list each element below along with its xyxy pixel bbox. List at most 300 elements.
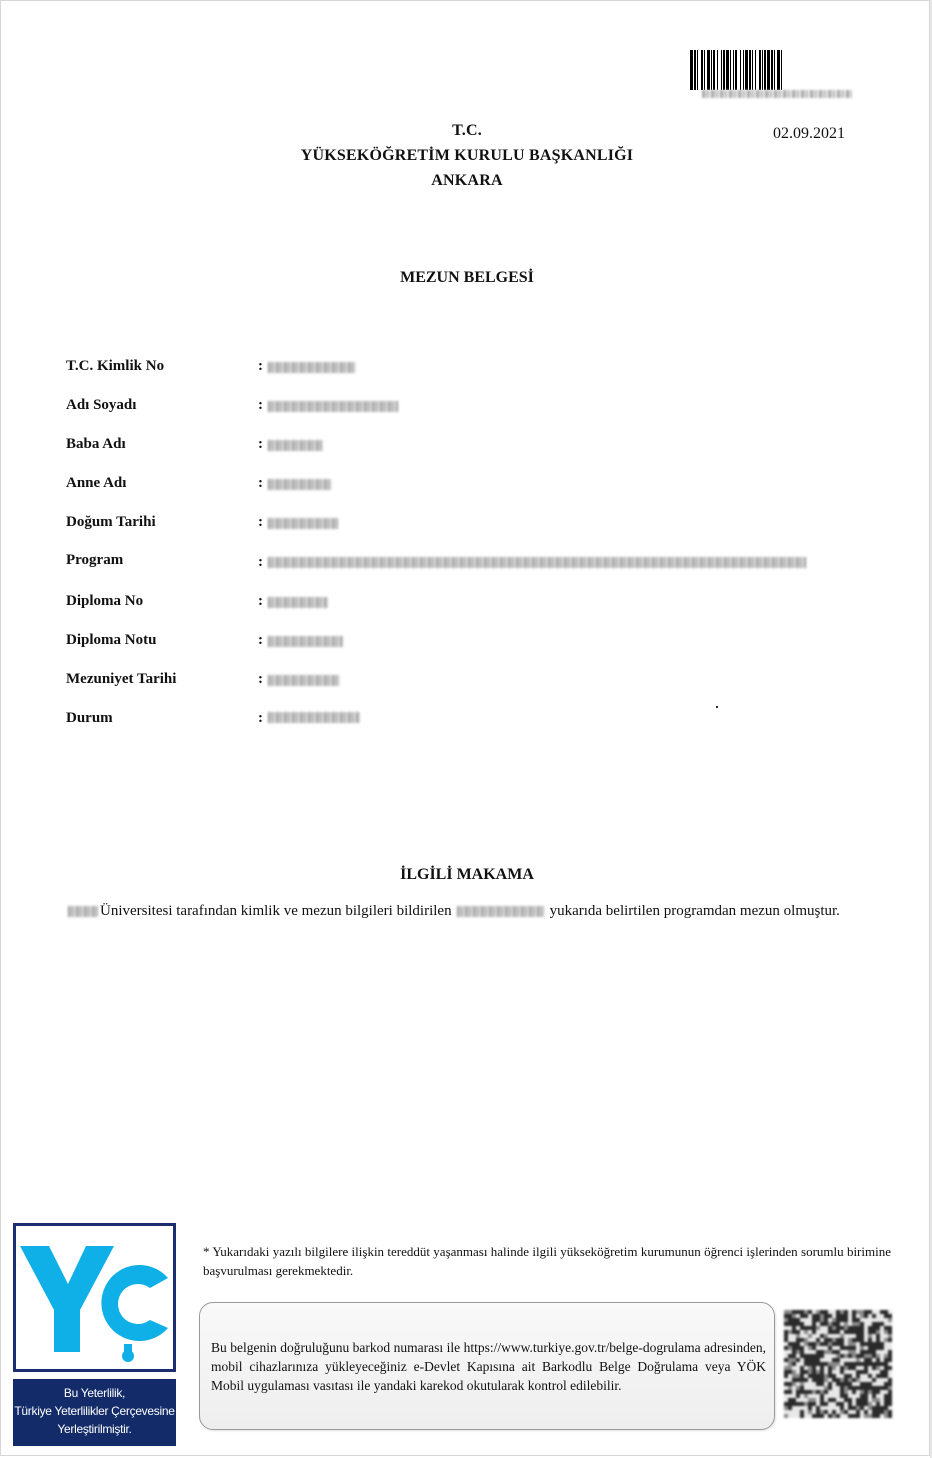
qr-module (812, 1410, 816, 1414)
qr-module (888, 1354, 892, 1358)
qr-module (888, 1378, 892, 1382)
qr-module (876, 1390, 880, 1394)
qr-module (788, 1398, 792, 1402)
qr-module (836, 1330, 840, 1334)
field-label-mezuniyet-tarihi: Mezuniyet Tarihi (66, 671, 177, 687)
qr-module (828, 1338, 832, 1342)
qr-module (888, 1414, 892, 1418)
qr-module (888, 1398, 892, 1402)
qr-module (816, 1374, 820, 1378)
qr-module (868, 1410, 872, 1414)
qr-module (872, 1390, 876, 1394)
qr-module (784, 1378, 788, 1382)
qr-module (824, 1390, 828, 1394)
qr-module (792, 1414, 796, 1418)
qr-module (832, 1346, 836, 1350)
qr-module (876, 1354, 880, 1358)
qr-module (840, 1354, 844, 1358)
qr-module (848, 1326, 852, 1330)
qr-module (828, 1374, 832, 1378)
qr-module (884, 1330, 888, 1334)
qr-module (872, 1378, 876, 1382)
qr-module (860, 1350, 864, 1354)
stray-dot (716, 706, 718, 708)
qr-module (816, 1330, 820, 1334)
qr-module (848, 1354, 852, 1358)
qr-module (832, 1366, 836, 1370)
qr-module (884, 1346, 888, 1350)
qr-module (836, 1314, 840, 1318)
qr-module (816, 1322, 820, 1326)
qr-module (796, 1338, 800, 1342)
qr-module (832, 1398, 836, 1402)
qr-module (844, 1382, 848, 1386)
qr-module (824, 1334, 828, 1338)
qr-module (840, 1382, 844, 1386)
qr-module (836, 1370, 840, 1374)
qr-module (820, 1314, 824, 1318)
qr-module (800, 1406, 804, 1410)
qr-module (872, 1334, 876, 1338)
qr-module (792, 1334, 796, 1338)
qr-module (860, 1338, 864, 1342)
qr-module (828, 1354, 832, 1358)
qr-module (852, 1334, 856, 1338)
field-label-baba-adi: Baba Adı (66, 436, 126, 452)
qr-module (816, 1402, 820, 1406)
qr-module (804, 1314, 808, 1318)
qr-module (860, 1334, 864, 1338)
qr-module (808, 1398, 812, 1402)
qr-module (856, 1334, 860, 1338)
qr-module (828, 1410, 832, 1414)
qr-module (880, 1338, 884, 1342)
qr-module (788, 1310, 792, 1314)
qr-module (864, 1314, 868, 1318)
qr-module (836, 1362, 840, 1366)
qr-module (804, 1310, 808, 1314)
qr-module (884, 1414, 888, 1418)
qr-module (852, 1386, 856, 1390)
qr-module (848, 1394, 852, 1398)
qr-module (808, 1366, 812, 1370)
qr-module (848, 1314, 852, 1318)
qr-module (844, 1390, 848, 1394)
qr-module (832, 1402, 836, 1406)
qr-module (828, 1310, 832, 1314)
qr-module (820, 1322, 824, 1326)
qr-module (812, 1406, 816, 1410)
qr-module (784, 1330, 788, 1334)
qr-module (852, 1410, 856, 1414)
redacted-name (457, 906, 545, 917)
qr-module (792, 1342, 796, 1346)
qr-module (804, 1410, 808, 1414)
qr-module (836, 1374, 840, 1378)
qr-module (880, 1342, 884, 1346)
qr-module (852, 1390, 856, 1394)
qr-module (824, 1402, 828, 1406)
qr-module (840, 1326, 844, 1330)
qr-module (784, 1410, 788, 1414)
qr-module (852, 1398, 856, 1402)
redacted-value (268, 712, 360, 723)
tyc-caption-line-1: Bu Yeterlilik, (63, 1386, 126, 1400)
field-colon: : (258, 710, 263, 726)
qr-module (872, 1350, 876, 1354)
qr-module (792, 1338, 796, 1342)
qr-module (848, 1398, 852, 1402)
qr-module (824, 1326, 828, 1330)
qr-module (796, 1382, 800, 1386)
qr-module (860, 1402, 864, 1406)
qr-module (832, 1358, 836, 1362)
qr-module (816, 1366, 820, 1370)
field-colon: : (258, 358, 263, 374)
qr-module (888, 1310, 892, 1314)
qr-module (868, 1362, 872, 1366)
qr-module (880, 1346, 884, 1350)
qr-module (848, 1390, 852, 1394)
qr-module (860, 1382, 864, 1386)
qr-module (864, 1334, 868, 1338)
qr-module (808, 1406, 812, 1410)
field-colon: : (258, 632, 263, 648)
qr-module (784, 1322, 788, 1326)
qr-module (816, 1398, 820, 1402)
qr-module (804, 1386, 808, 1390)
qr-module (856, 1374, 860, 1378)
qr-module (812, 1390, 816, 1394)
qr-module (864, 1358, 868, 1362)
qr-module (832, 1338, 836, 1342)
qr-module (836, 1342, 840, 1346)
qr-module (852, 1366, 856, 1370)
qr-module (888, 1366, 892, 1370)
qr-module (812, 1342, 816, 1346)
qr-module (876, 1402, 880, 1406)
qr-module (876, 1310, 880, 1314)
qr-module (876, 1322, 880, 1326)
qr-module (880, 1406, 884, 1410)
qr-module (888, 1318, 892, 1322)
qr-module (808, 1378, 812, 1382)
qr-module (884, 1310, 888, 1314)
qr-module (852, 1370, 856, 1374)
qr-module (784, 1334, 788, 1338)
qr-module (816, 1310, 820, 1314)
barcode (690, 50, 864, 90)
qr-module (812, 1334, 816, 1338)
qr-module (820, 1414, 824, 1418)
qr-module (848, 1350, 852, 1354)
qr-module (840, 1346, 844, 1350)
qr-module (824, 1314, 828, 1318)
qr-module (812, 1310, 816, 1314)
qr-module (844, 1326, 848, 1330)
qr-module (828, 1342, 832, 1346)
qr-module (784, 1350, 788, 1354)
qr-module (856, 1414, 860, 1418)
qr-module (836, 1386, 840, 1390)
qr-module (820, 1390, 824, 1394)
qr-module (804, 1370, 808, 1374)
qr-module (808, 1338, 812, 1342)
qr-module (804, 1398, 808, 1402)
qr-module (788, 1346, 792, 1350)
qr-module (868, 1314, 872, 1318)
field-label-program: Program (66, 552, 124, 568)
qr-module (800, 1410, 804, 1414)
qr-module (784, 1338, 788, 1342)
qr-module (812, 1326, 816, 1330)
qr-module (832, 1362, 836, 1366)
qr-module (828, 1378, 832, 1382)
qr-module (884, 1318, 888, 1322)
qr-module (864, 1394, 868, 1398)
qr-module (808, 1346, 812, 1350)
qr-module (796, 1406, 800, 1410)
qr-module (880, 1330, 884, 1334)
qr-module (876, 1406, 880, 1410)
footnote: * Yukarıdaki yazılı bilgilere ilişkin tereddüt yaşanması halinde ilgili yükseköğretim kurumunun öğrenci işlerinden sorumlu birimine başvurulması gerekmektedir. (203, 1244, 891, 1278)
qr-module (880, 1354, 884, 1358)
qr-module (868, 1398, 872, 1402)
qr-module (836, 1358, 840, 1362)
qr-module (792, 1378, 796, 1382)
qr-module (868, 1414, 872, 1418)
qr-module (792, 1390, 796, 1394)
qr-module (864, 1322, 868, 1326)
qr-module (824, 1354, 828, 1358)
qr-module (828, 1322, 832, 1326)
qr-module (832, 1406, 836, 1410)
qr-module (888, 1350, 892, 1354)
qr-module (828, 1314, 832, 1318)
qr-module (884, 1326, 888, 1330)
qr-module (812, 1350, 816, 1354)
qr-module (832, 1394, 836, 1398)
qr-module (796, 1378, 800, 1382)
qr-module (852, 1406, 856, 1410)
qr-module (812, 1382, 816, 1386)
qr-module (844, 1394, 848, 1398)
qr-module (812, 1394, 816, 1398)
qr-module (784, 1362, 788, 1366)
qr-module (796, 1342, 800, 1346)
qr-module (860, 1310, 864, 1314)
qr-module (824, 1358, 828, 1362)
qr-module (856, 1318, 860, 1322)
qr-module (884, 1322, 888, 1326)
qr-module (864, 1378, 868, 1382)
qr-module (796, 1330, 800, 1334)
qr-module (812, 1402, 816, 1406)
qr-module (820, 1338, 824, 1342)
qr-module (848, 1406, 852, 1410)
qr-module (796, 1370, 800, 1374)
qr-module (828, 1350, 832, 1354)
qr-module (872, 1366, 876, 1370)
qr-module (888, 1370, 892, 1374)
qr-module (888, 1410, 892, 1414)
qr-module (812, 1338, 816, 1342)
qr-module (836, 1346, 840, 1350)
qr-module (796, 1334, 800, 1338)
qr-module (804, 1374, 808, 1378)
qr-module (804, 1330, 808, 1334)
qr-module (856, 1338, 860, 1342)
qr-module (788, 1362, 792, 1366)
qr-module (840, 1406, 844, 1410)
qr-module (836, 1406, 840, 1410)
qr-module (828, 1370, 832, 1374)
qr-module (820, 1370, 824, 1374)
qr-module (832, 1414, 836, 1418)
qr-module (860, 1342, 864, 1346)
qr-module (840, 1398, 844, 1402)
field-colon: : (258, 554, 263, 570)
qr-module (864, 1390, 868, 1394)
qr-module (824, 1386, 828, 1390)
qr-module (880, 1410, 884, 1414)
qr-module (864, 1338, 868, 1342)
qr-module (824, 1374, 828, 1378)
qr-module (840, 1314, 844, 1318)
qr-module (852, 1330, 856, 1334)
qr-module (844, 1338, 848, 1342)
qr-module (800, 1338, 804, 1342)
qr-module (848, 1358, 852, 1362)
qr-module (812, 1330, 816, 1334)
qr-module (804, 1342, 808, 1346)
qr-module (856, 1406, 860, 1410)
qr-module (792, 1386, 796, 1390)
qr-module (872, 1386, 876, 1390)
qr-module (808, 1370, 812, 1374)
qr-module (868, 1322, 872, 1326)
qr-module (816, 1414, 820, 1418)
qr-module (804, 1378, 808, 1382)
qr-module (864, 1370, 868, 1374)
qr-module (856, 1366, 860, 1370)
qr-module (820, 1362, 824, 1366)
redacted-value (268, 440, 323, 451)
qr-module (788, 1382, 792, 1386)
qr-module (792, 1358, 796, 1362)
qr-module (808, 1330, 812, 1334)
qr-module (832, 1322, 836, 1326)
qr-module (800, 1378, 804, 1382)
qr-module (784, 1390, 788, 1394)
qr-module (880, 1374, 884, 1378)
qr-module (796, 1394, 800, 1398)
qr-module (888, 1334, 892, 1338)
qr-module (868, 1382, 872, 1386)
qr-module (808, 1350, 812, 1354)
qr-module (808, 1382, 812, 1386)
qr-module (872, 1310, 876, 1314)
qr-module (800, 1366, 804, 1370)
qr-module (840, 1310, 844, 1314)
qr-module (804, 1362, 808, 1366)
verification-text: Bu belgenin doğruluğunu barkod numarası ile https://www.turkiye.gov.tr/belge-dogrulama adresinden, mobil cihazlarınıza yükleyeceğiniz e-Devlet Kapısına ait Barkodlu Belge Doğrulama veya YÖK Mobil uygulaması vasıtası ile yandaki karekod okutularak kontrol edilebilir. (211, 1340, 766, 1393)
tyc-caption-line-3: Yerleştirilmiştir. (57, 1422, 132, 1436)
qr-module (808, 1414, 812, 1418)
qr-module (844, 1346, 848, 1350)
qr-module (844, 1410, 848, 1414)
qr-module (784, 1402, 788, 1406)
qr-module (816, 1370, 820, 1374)
qr-module (880, 1362, 884, 1366)
qr-module (860, 1330, 864, 1334)
qr-module (852, 1342, 856, 1346)
qr-module (804, 1318, 808, 1322)
qr-module (872, 1330, 876, 1334)
qr-module (856, 1382, 860, 1386)
qr-module (828, 1398, 832, 1402)
qr-module (792, 1354, 796, 1358)
qr-module (860, 1314, 864, 1318)
qr-module (888, 1330, 892, 1334)
qr-module (888, 1402, 892, 1406)
qr-module (784, 1398, 788, 1402)
header-line-1: T.C. (452, 122, 482, 139)
qr-module (868, 1386, 872, 1390)
qr-module (816, 1326, 820, 1330)
qr-module (796, 1398, 800, 1402)
qr-module (796, 1386, 800, 1390)
field-colon: : (258, 593, 263, 609)
qr-module (856, 1350, 860, 1354)
qr-module (832, 1390, 836, 1394)
qr-module (784, 1318, 788, 1322)
qr-module (876, 1318, 880, 1322)
qr-module (848, 1370, 852, 1374)
qr-module (852, 1310, 856, 1314)
qr-module (820, 1326, 824, 1330)
field-colon: : (258, 671, 263, 687)
qr-module (876, 1410, 880, 1414)
qr-module (800, 1346, 804, 1350)
qr-module (880, 1386, 884, 1390)
qr-module (884, 1354, 888, 1358)
qr-module (796, 1374, 800, 1378)
qr-module (836, 1402, 840, 1406)
qr-module (860, 1322, 864, 1326)
qr-module (880, 1402, 884, 1406)
qr-module (888, 1382, 892, 1386)
qr-module (788, 1406, 792, 1410)
qr-module (872, 1362, 876, 1366)
qr-module (852, 1414, 856, 1418)
field-label-tc-kimlik-no: T.C. Kimlik No (66, 358, 165, 374)
qr-module (848, 1382, 852, 1386)
qr-module (824, 1378, 828, 1382)
qr-module (788, 1354, 792, 1358)
qr-module (820, 1318, 824, 1322)
qr-module (828, 1330, 832, 1334)
qr-module (848, 1310, 852, 1314)
redacted-value (268, 557, 806, 568)
qr-module (860, 1398, 864, 1402)
qr-module (836, 1378, 840, 1382)
qr-module (876, 1370, 880, 1374)
qr-module (848, 1362, 852, 1366)
qr-module (848, 1318, 852, 1322)
qr-module (836, 1334, 840, 1338)
qr-module (888, 1358, 892, 1362)
